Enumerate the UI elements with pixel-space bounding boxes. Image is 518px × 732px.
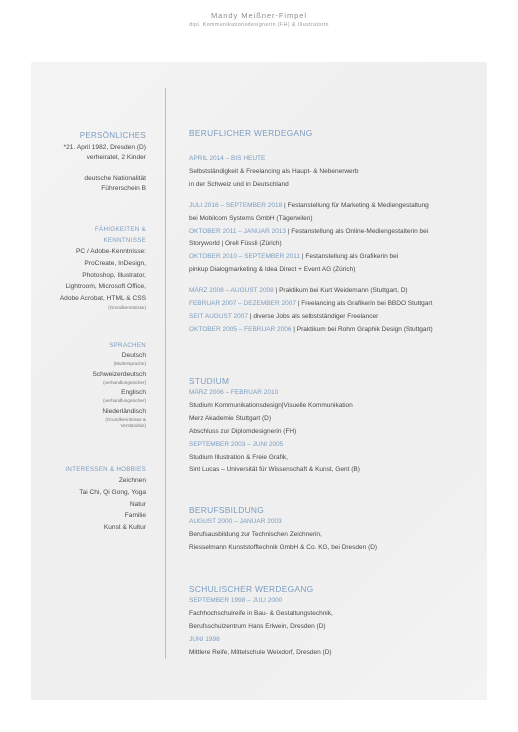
entry-text: pinkup Dialogmarketing & Idea Direct + Event AG (Zürich) <box>189 266 356 274</box>
languages-section <box>34 340 146 431</box>
skills-line: PC / Adobe-Kenntnisse: <box>75 248 146 255</box>
entry-date: MÄRZ 2006 – FEBRUAR 2010 <box>189 389 279 396</box>
entry-text: Selbstständigkeit & Freelancing als Haupt- & Nebenerwerb <box>189 167 359 175</box>
career-entry <box>189 200 489 213</box>
skills-line: Photoshop, Illustrator, <box>82 271 146 279</box>
career-entry <box>189 251 489 264</box>
language-level: (Grundkenntnisse & <box>105 416 146 422</box>
entry-date: OKTOBER 2010 – SEPTEMBER 2011 <box>189 253 301 261</box>
entry-text: Studium Illustration & Freie Grafik, <box>189 453 288 461</box>
entry-date: SEPTEMBER 2003 – JUNI 2005 <box>189 440 284 448</box>
language-name: Schweizerdeutsch <box>92 370 146 378</box>
career-entry <box>189 311 489 324</box>
language-level: Verständnis) <box>120 423 146 428</box>
language-level: (Muttersprache) <box>113 361 146 367</box>
entry-date: JULI 2016 – SEPTEMBER 2018 <box>189 201 283 209</box>
career-entry <box>189 324 489 337</box>
language-name: Niederländisch <box>102 407 146 415</box>
author-title: dipl. Kommunikationsdesignerin (FH) & Illustratorin <box>189 22 329 28</box>
entry-date: FEBRUAR 2007 – DEZEMBER 2007 <box>189 300 296 308</box>
career-heading: BERUFLICHER WERDEGANG <box>189 128 313 138</box>
skills-section <box>34 224 146 313</box>
author-name: Mandy Meißner-Fimpel <box>210 11 308 20</box>
page-header <box>0 0 518 60</box>
interest-item: Natur <box>129 500 146 508</box>
entry-text: Sint Lucas – Universität für Wissenschaft & Kunst, Gent (B) <box>189 466 360 474</box>
entry-date: AUGUST 2000 – JANUAR 2003 <box>189 518 282 525</box>
entry-text: Berufsausbildung zur Technischen Zeichnerin, <box>189 530 322 538</box>
skills-line: Lightroom, Microsoft Office, <box>65 283 146 291</box>
entry-text: bei Mobilcom Systems GmbH (Tägerwilen) <box>189 214 313 222</box>
career-entry <box>189 226 489 239</box>
entry-text: Abschluss zur Diplomdesignerin (FH) <box>189 427 297 435</box>
schule-heading: SCHULISCHER WERDEGANG <box>189 584 314 594</box>
studium-section <box>189 375 489 477</box>
interest-item: Zeichnen <box>118 477 146 484</box>
personal-line: deutsche Nationalität <box>84 174 146 182</box>
career-section <box>189 127 489 337</box>
personal-line: verheiratet, 2 Kinder <box>86 154 146 162</box>
berufsbildung-section <box>189 504 489 555</box>
personal-heading: PERSÖNLICHES <box>79 131 146 140</box>
entry-date: APRIL 2014 – BIS HEUTE <box>189 155 266 162</box>
entry-text: | Festanstellung für Marketing & Mediengestaltung <box>282 201 429 209</box>
personal-line: *21. April 1982, Dresden (D) <box>63 144 146 151</box>
schule-section <box>189 583 489 660</box>
career-entry <box>189 298 489 311</box>
entry-text: in der Schweiz und in Deutschland <box>189 180 289 188</box>
language-level: (verhandlungssicher) <box>103 379 146 385</box>
entry-date: SEIT AUGUST 2007 <box>189 312 249 320</box>
berufsbildung-heading: BERUFSBILDUNG <box>189 505 265 515</box>
entry-text: | Festanstellung als Online-Mediengestalterin bei <box>285 227 429 235</box>
skills-line: Adobe Acrobat, HTML & CSS <box>59 295 146 303</box>
studium-heading: STUDIUM <box>189 376 230 386</box>
entry-text: | Praktikum bei Kurt Weidemann (Stuttgart, D) <box>273 287 408 295</box>
personal-line: Führerschein B <box>101 184 146 192</box>
career-entry <box>189 285 489 298</box>
interest-item: Tai Chi, Qi Gong, Yoga <box>79 488 146 496</box>
column-divider <box>165 88 166 659</box>
language-name: Englisch <box>121 389 146 396</box>
entry-date: MÄRZ 2008 – AUGUST 2008 <box>189 287 274 295</box>
entry-text: Studium Kommunikationsdesign|Visuelle Kommunikation <box>189 401 353 409</box>
entry-date: JUNI 1998 <box>189 635 220 643</box>
skills-line: ProCreate, InDesign, <box>84 259 146 267</box>
entry-text: | diverse Jobs als selbstständiger Freelancer <box>248 312 379 320</box>
skills-heading: KENNTNISSE <box>103 237 146 244</box>
entry-text: Fachhochschulreife in Bau- & Gestaltungstechnik, <box>189 609 333 617</box>
language-name: Deutsch <box>121 352 146 359</box>
entry-text: Merz Akademie Stuttgart (D) <box>189 414 271 422</box>
skills-note: (Grundkenntnisse) <box>108 304 146 310</box>
skills-heading: FÄHIGKEITEN & <box>94 226 146 233</box>
entry-date: OKTOBER 2005 – FEBRUAR 2006 <box>189 325 292 333</box>
entry-text: Storyworld | Orell Füssli (Zürich) <box>189 240 282 248</box>
entry-text: | Festanstellung als Grafikerin bei <box>300 253 399 261</box>
entry-text: Berufsschulzentrum Hans Erlwein, Dresden (D) <box>189 622 326 630</box>
entry-text: Riesselmann Kunststofftechnik GmbH & Co. KG, bei Dresden (D) <box>189 543 378 551</box>
interests-heading: INTERESSEN & HOBBIES <box>65 466 146 473</box>
entry-date: OKTOBER 2011 – JANUAR 2013 <box>189 227 286 235</box>
entry-text: | Praktikum bei Rohm Graphik Design (Stuttgart) <box>291 325 433 333</box>
interests-section <box>34 464 146 534</box>
entry-date: SEPTEMBER 1998 – JULI 2000 <box>189 597 283 604</box>
personal-section <box>34 131 146 194</box>
entry-text: | Freelancing als Grafikerin bei BBDO Stuttgart <box>295 300 433 308</box>
language-level: (verhandlungssicher) <box>103 398 146 404</box>
interest-item: Kunst & Kultur <box>103 524 146 532</box>
interest-item: Familie <box>124 512 146 520</box>
languages-heading: SPRACHEN <box>109 342 146 349</box>
entry-text: Mittlere Reife, Mittelschule Weixdorf, Dresden (D) <box>189 648 332 656</box>
